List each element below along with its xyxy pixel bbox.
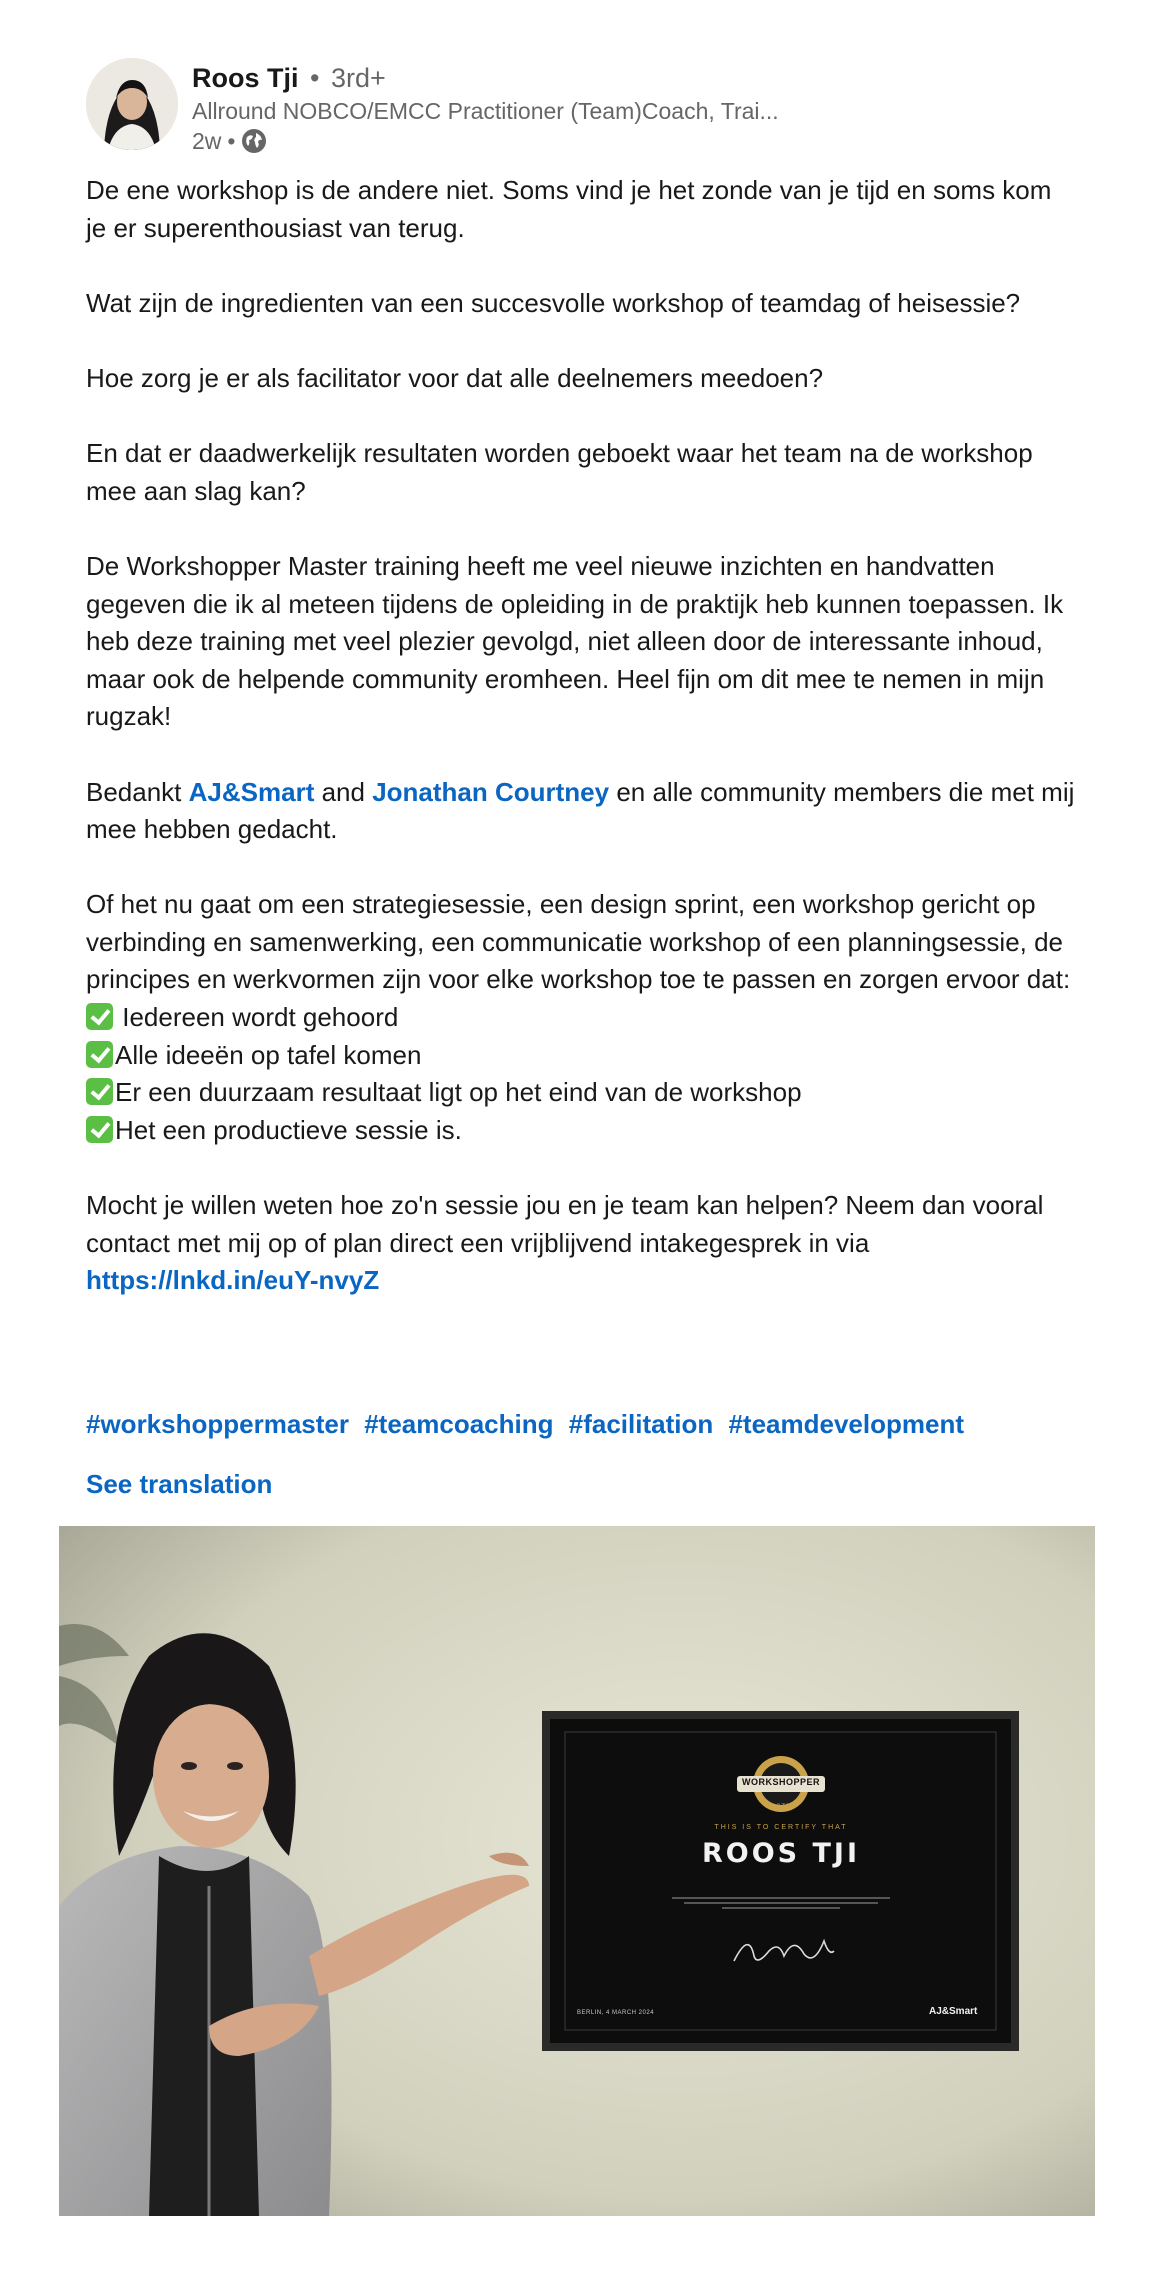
checklist-item: Het een productieve sessie is. <box>86 1112 1076 1150</box>
certificate-description-lines <box>672 1894 890 1916</box>
check-icon <box>86 1041 113 1068</box>
check-icon <box>86 1116 113 1143</box>
hashtags <box>86 1406 972 1442</box>
post-paragraph: Hoe zorg je er als facilitator voor dat alle deelnemers meedoen? <box>86 362 824 393</box>
author-meta <box>192 62 1072 156</box>
certificate-brand: AJ&Smart <box>929 2006 978 2017</box>
certificate-location-date: BERLIN, 4 MARCH 2024 <box>577 2010 655 2016</box>
badge-title: WORKSHOPPER <box>741 1777 820 1787</box>
signature-icon <box>729 1926 839 1976</box>
post-time-row <box>192 126 1072 156</box>
mention-suffix: en alle community members die met mij mee hebben gedacht. <box>86 776 1075 845</box>
check-icon <box>86 1078 113 1105</box>
see-translation-button[interactable]: See translation <box>86 1469 273 1499</box>
connection-degree: 3rd+ <box>330 63 386 93</box>
mention-prefix: Bedankt <box>86 776 189 807</box>
certificate-recipient: ROOS TJI <box>701 1838 861 1869</box>
name-row <box>192 62 1072 94</box>
post-paragraph: Mocht je willen weten hoe zo'n sessie jou en je team kan helpen? Neem dan vooral contact met mij op of plan direct een vrijblijvend intakegesprek in via https://lnkd.in/euY-nvyZ <box>86 1190 1044 1296</box>
hashtag-link[interactable]: #facilitation <box>568 1409 714 1439</box>
author-avatar[interactable] <box>86 58 178 150</box>
badge-subtitle: MASTER <box>765 1804 797 1810</box>
mention-ajsmart[interactable]: AJ&Smart <box>188 776 315 807</box>
time-separator: • <box>227 128 236 154</box>
author-headline[interactable]: Allround NOBCO/EMCC Practitioner (Team)Coach, Trai... <box>192 98 779 124</box>
post-paragraph: De ene workshop is de andere niet. Soms vind je het zonde van je tijd en soms kom je er superenthousiast van terug. <box>86 175 1052 243</box>
post-paragraph: En dat er daadwerkelijk resultaten worden geboekt waar het team na de workshop mee aan slag kan? <box>86 438 1033 506</box>
post-paragraph-mentions <box>86 774 1076 849</box>
check-icon <box>86 1003 113 1030</box>
avatar-image <box>86 58 178 150</box>
post-paragraph: Wat zijn de ingredienten van een succesvolle workshop of teamdag of heisessie? <box>86 287 1021 318</box>
post-image[interactable] <box>59 1526 1095 2216</box>
post-paragraph: Of het nu gaat om een strategiesessie, een design sprint, een workshop gericht op verbinding en samenwerking, een communicatie workshop of een planningsessie, de principes en werkvormen zijn voor elke workshop toe te passen en zorgen ervoor dat: <box>86 889 1071 995</box>
hashtag-link[interactable]: #teamdevelopment <box>728 1409 964 1439</box>
post-paragraph: De Workshopper Master training heeft me veel nieuwe inzichten en handvatten gegeven die ik al meteen tijdens de opleiding in de praktijk heb kunnen toepassen. Ik heb deze training met veel plezier gevolgd, niet alleen door de interessante inhoud, maar ook de helpende community eromheen. Heel fijn om dit mee te nemen in mijn rugzak! <box>86 550 1064 732</box>
post-time: 2w <box>192 128 222 154</box>
checklist-item: Alle ideeën op tafel komen <box>86 1037 1076 1075</box>
intake-link[interactable]: https://lnkd.in/euY-nvyZ <box>86 1265 380 1296</box>
globe-icon <box>241 128 267 154</box>
mention-and: and <box>314 776 373 807</box>
name-separator: • <box>310 63 320 93</box>
checklist-item: Er een duurzaam resultaat ligt op het eind van de workshop <box>86 1074 1076 1112</box>
post-photo <box>59 1526 1095 2216</box>
hashtag-link[interactable]: #workshoppermaster <box>86 1409 349 1439</box>
checklist-item: Iedereen wordt gehoord <box>86 999 1076 1037</box>
post-body <box>86 172 1076 1300</box>
mention-jonathan-courtney[interactable]: Jonathan Courtney <box>372 776 610 807</box>
author-name[interactable]: Roos Tji <box>192 63 299 93</box>
hashtag-link[interactable]: #teamcoaching <box>364 1409 554 1439</box>
certify-line: THIS IS TO CERTIFY THAT <box>714 1824 848 1831</box>
post-header <box>86 58 1086 158</box>
